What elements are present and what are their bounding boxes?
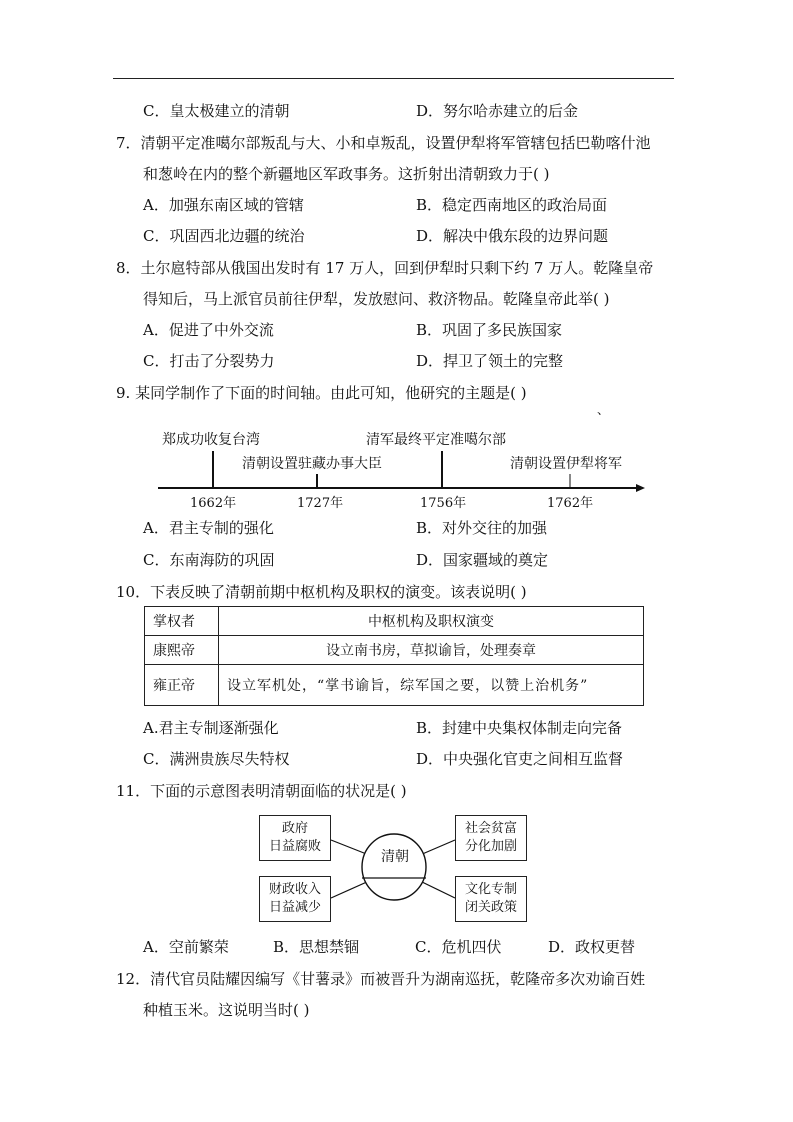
- timeline-event-4: 清朝设置伊犁将军: [510, 456, 622, 472]
- q11-stem: 11．下面的示意图表明清朝面临的状况是( ): [116, 782, 407, 800]
- box-br-line2: 闭关政策: [464, 900, 517, 915]
- q7-option-d: D．解决中俄东段的边界问题: [416, 227, 609, 245]
- box-tr-line1: 社会贫富: [464, 821, 517, 836]
- box-society: [455, 815, 527, 861]
- option-c-prev: C．皇太极建立的清朝: [143, 102, 290, 120]
- q11-option-b: B．思想禁锢: [273, 938, 360, 956]
- q7-option-c: C．巩固西北边疆的统治: [143, 227, 305, 245]
- q12-stem-line1: 12．清代官员陆耀因编写《甘薯录》而被晋升为湖南巡抚，乾隆帝多次劝谕百姓: [116, 970, 646, 988]
- q8-option-a: A．促进了中外交流: [143, 321, 274, 339]
- connector-br: [420, 881, 455, 898]
- center-circle: [362, 834, 426, 900]
- q10-option-d: D．中央强化官吏之间相互监督: [416, 750, 624, 768]
- timeline-year-4: 1762年: [547, 496, 594, 511]
- table-header-ruler: 掌权者: [145, 607, 219, 636]
- q7-option-a: A．加强东南区域的管辖: [143, 196, 304, 214]
- box-culture: [455, 876, 527, 922]
- timeline-event-2: 清朝设置驻藏办事大臣: [242, 456, 382, 472]
- q11-option-a: A．空前繁荣: [143, 938, 229, 956]
- q9-stem: 9. 某同学制作了下面的时间轴。由此可知，他研究的主题是( ): [116, 384, 527, 402]
- q10-option-b: B．封建中央集权体制走向完备: [416, 719, 623, 737]
- q7-stem-line2: 和葱岭在内的整个新疆地区军政事务。这折射出清朝致力于( ): [143, 165, 550, 183]
- timeline-year-1: 1662年: [190, 496, 237, 511]
- box-tl-line1: 政府: [281, 821, 308, 836]
- timeline-year-3: 1756年: [420, 496, 467, 511]
- box-br-line1: 文化专制: [464, 882, 517, 897]
- q10-option-a: A.君主专制逐渐强化: [143, 719, 279, 737]
- box-tr-line2: 分化加剧: [464, 839, 517, 854]
- box-government: [259, 815, 331, 861]
- q8-stem-line1: 8．土尔扈特部从俄国出发时有 17 万人，回到伊犁时只剩下约 7 万人。乾隆皇帝: [116, 259, 654, 277]
- table-header-evolution: 中枢机构及职权演变: [219, 607, 644, 636]
- q11-option-d: D．政权更替: [548, 938, 636, 956]
- q8-option-b: B．巩固了多民族国家: [416, 321, 563, 339]
- table-cell-yongzheng-desc: 设立军机处，“掌书谕旨，综军国之要，以赞上治机务”: [219, 665, 644, 706]
- timeline-year-2: 1727年: [297, 496, 344, 511]
- box-tl-line2: 日益腐败: [268, 839, 321, 854]
- q7-option-b: B．稳定西南地区的政治局面: [416, 196, 608, 214]
- q10-option-c: C．满洲贵族尽失特权: [143, 750, 290, 768]
- q8-option-d: D．捍卫了领土的完整: [416, 352, 564, 370]
- timeline-event-3: 清军最终平定准噶尔部: [366, 432, 506, 448]
- q9-option-c: C．东南海防的巩固: [143, 551, 275, 569]
- center-label: 清朝: [381, 849, 409, 865]
- box-bl-line1: 财政收入: [268, 882, 321, 897]
- q8-option-c: C．打击了分裂势力: [143, 352, 275, 370]
- timeline-event-1: 郑成功收复台湾: [162, 432, 260, 448]
- connector-bl: [331, 881, 369, 898]
- q7-stem-line1: 7．清朝平定准噶尔部叛乱与大、小和卓叛乱，设置伊犁将军管辖包括巴勒喀什池: [116, 134, 651, 152]
- stray-mark: 、: [597, 403, 610, 417]
- option-d-prev: D．努尔哈赤建立的后金: [416, 102, 579, 120]
- q9-option-d: D．国家疆域的奠定: [416, 551, 549, 569]
- q8-stem-line2: 得知后，马上派官员前往伊犁，发放慰问、救济物品。乾隆皇帝此举( ): [143, 290, 610, 308]
- table-cell-kangxi-desc: 设立南书房，草拟谕旨，处理奏章: [219, 636, 644, 665]
- q10-stem: 10．下表反映了清朝前期中枢机构及职权的演变。该表说明( ): [116, 583, 527, 601]
- box-finance: [259, 876, 331, 922]
- table-cell-kangxi: 康熙帝: [145, 636, 219, 665]
- connector-tr: [420, 840, 455, 855]
- box-bl-line2: 日益减少: [268, 900, 321, 915]
- q9-option-b: B．对外交往的加强: [416, 519, 548, 537]
- connector-tl: [331, 840, 369, 855]
- q9-option-a: A．君主专制的强化: [143, 519, 274, 537]
- table-cell-yongzheng: 雍正帝: [145, 665, 219, 706]
- q12-stem-line2: 种植玉米。这说明当时( ): [143, 1001, 310, 1019]
- q11-option-c: C．危机四伏: [415, 938, 502, 956]
